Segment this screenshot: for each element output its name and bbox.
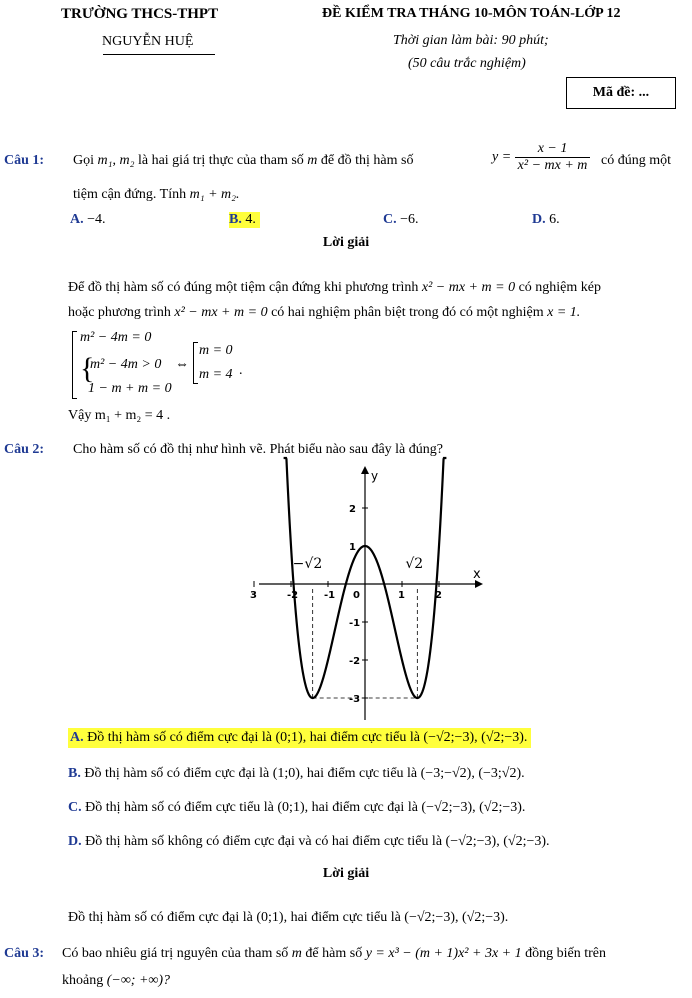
q1-frac-num: x − 1 <box>515 141 591 158</box>
school-label: TRƯỜNG THCS-THPT <box>61 6 219 22</box>
q1-option-d-key: D. <box>532 212 546 227</box>
q1-sol1-eq: x² − mx + m = 0 <box>421 280 516 295</box>
q3-text-line1 <box>62 946 606 962</box>
q1-option-c-val: −6. <box>400 212 419 227</box>
exam-code-box <box>566 77 676 109</box>
q1-text-d: có đúng một <box>601 153 671 168</box>
q1-sys-1: m² − 4m = 0 <box>80 330 152 345</box>
q2-option-d[interactable] <box>68 834 550 850</box>
q3-interval: (−∞; +∞)? <box>106 973 171 988</box>
q1-sol1-b: có nghiệm kép <box>518 280 601 295</box>
q3-text-line2 <box>62 973 170 989</box>
exam-code: Mã đề: ... <box>592 85 650 100</box>
q1-res-1: m = 0 <box>199 343 233 358</box>
q1-text-c: để đồ thị hàm số <box>320 153 414 168</box>
q1-option-d[interactable] <box>532 212 560 228</box>
q1-sys-2: m² − 4m > 0 <box>90 357 162 372</box>
q1-m2: m₂ <box>119 153 135 168</box>
y-tick-label: 2 <box>349 504 356 515</box>
x-tick-label: -2 <box>287 590 299 601</box>
exam-title: ĐỀ KIỂM TRA THÁNG 10-MÔN TOÁN-LỚP 12 <box>322 6 621 21</box>
q1-sol2-x: x = 1. <box>547 305 581 320</box>
q3-label: Câu 3: <box>4 946 45 961</box>
y-tick-label: -1 <box>349 618 361 629</box>
neg-sqrt2-label: −√2 <box>292 556 323 572</box>
q2-option-a-key: A. <box>70 730 84 745</box>
q1-iff: ⇔ <box>175 357 189 372</box>
q1-sol2-eq: x² − mx + m = 0 <box>174 305 268 320</box>
y-axis-label: y <box>371 469 379 483</box>
q1-conclusion: Vậy m₁ + m₂ = 4 . <box>68 408 171 423</box>
x-tick-label: 2 <box>435 590 442 601</box>
q1-sol2-a: hoặc phương trình <box>68 305 171 320</box>
q1-m: m <box>307 153 318 168</box>
q1-frac-den: x² − mx + m <box>517 158 588 173</box>
q1-m1: m₁ <box>97 153 113 168</box>
q1-option-a-val: −4. <box>87 212 106 227</box>
q2-option-b-val: Đồ thị hàm số có điểm cực đại là (1;0), hai điểm cực tiểu là (−3;−√2), (−3;√2). <box>84 766 525 781</box>
x-tick-label: 3 <box>250 590 257 601</box>
q1-text-a: Gọi <box>73 153 94 168</box>
y-tick-label: -3 <box>349 694 361 705</box>
q1-outer-bracket <box>72 331 77 399</box>
q1-option-a-key: A. <box>70 212 84 227</box>
q2-text: Cho hàm số có đồ thị như hình vẽ. Phát biểu nào sau đây là đúng? <box>73 442 443 457</box>
x-axis-label: x <box>473 567 481 582</box>
q1-res-2: m = 4 <box>199 367 233 382</box>
q3-eq: y = x³ − (m + 1)x² + 3x + 1 <box>365 946 522 961</box>
q3-text-d: khoảng <box>62 973 104 988</box>
q1-label: Câu 1: <box>4 153 45 168</box>
q2-option-d-key: D. <box>68 834 82 849</box>
pos-sqrt2-label: √2 <box>405 556 424 572</box>
q1-sol1-a: Để đồ thị hàm số có đúng một tiệm cận đứng khi phương trình <box>68 280 419 295</box>
x-tick-label: 0 <box>353 590 360 601</box>
x-tick-label: -1 <box>324 590 336 601</box>
q1-text-b: là hai giá trị thực của tham số <box>137 153 304 168</box>
q1-sol2-b: có hai nghiệm phân biệt trong đó có một nghiệm <box>271 305 544 320</box>
q1-sum: m₁ + m₂. <box>189 187 240 202</box>
q1-sol-line2 <box>68 305 580 321</box>
q2-option-b[interactable] <box>68 766 525 782</box>
q1-fraction <box>515 141 591 174</box>
q1-inner-brace: { <box>80 352 95 385</box>
q1-result-bracket <box>193 342 198 384</box>
q1-option-c-key: C. <box>383 212 397 227</box>
q1-option-b-key: B. <box>229 212 242 227</box>
q3-text-a: Có bao nhiêu giá trị nguyên của tham số <box>62 946 289 961</box>
q2-solution: Đồ thị hàm số có điểm cực đại là (0;1), hai điểm cực tiểu là (−√2;−3), (√2;−3). <box>68 910 509 925</box>
q1-option-b[interactable] <box>229 212 260 228</box>
q1-function <box>492 141 590 174</box>
exam-time: Thời gian làm bài: 90 phút; <box>393 33 549 48</box>
q1-option-d-val: 6. <box>549 212 560 227</box>
q3-m: m <box>291 946 302 961</box>
q2-option-c-key: C. <box>68 800 82 815</box>
q2-solution-title: Lời giải <box>322 866 370 881</box>
x-tick-label: 1 <box>398 590 405 601</box>
y-tick-label: 1 <box>349 542 356 553</box>
y-axis-arrow <box>361 466 369 474</box>
q1-option-b-val: 4. <box>245 212 256 227</box>
q2-option-b-key: B. <box>68 766 81 781</box>
q3-text-c: đồng biến trên <box>525 946 606 961</box>
q2-option-c[interactable] <box>68 800 525 816</box>
q2-option-c-val: Đồ thị hàm số có điểm cực tiểu là (0;1), hai điểm cực đại là (−√2;−3), (√2;−3). <box>85 800 526 815</box>
q1-text-line2 <box>73 187 240 203</box>
q1-res-dot: . <box>239 363 243 378</box>
q1-sol-line1 <box>68 280 601 296</box>
q1-option-a[interactable] <box>70 212 106 228</box>
q1-option-c[interactable] <box>383 212 419 228</box>
q2-option-a-val: Đồ thị hàm số có điểm cực đại là (0;1), hai điểm cực tiểu là (−√2;−3), (√2;−3). <box>87 730 528 745</box>
q2-label: Câu 2: <box>4 442 45 457</box>
header-divider <box>103 54 215 55</box>
school-name: NGUYỄN HUỆ <box>102 34 194 49</box>
q1-solution-title: Lời giải <box>322 235 370 250</box>
q2-option-a[interactable] <box>68 728 531 748</box>
q2-graph <box>250 460 485 722</box>
q2-option-d-val: Đồ thị hàm số không có điểm cực đại và có hai điểm cực tiểu là (−√2;−3), (√2;−3). <box>85 834 550 849</box>
y-tick-label: -2 <box>349 656 361 667</box>
q1-sys-3: 1 − m + m = 0 <box>88 381 172 396</box>
q1-text-e: tiệm cận đứng. Tính <box>73 187 187 202</box>
q1-text-line1: Gọi m₁, m₂ là hai giá trị thực của tham số m để đồ thị hàm số <box>73 153 414 168</box>
q1-y-eq: y = <box>492 149 512 165</box>
question-count: (50 câu trắc nghiệm) <box>408 56 526 71</box>
q3-text-b: để hàm số <box>305 946 363 961</box>
